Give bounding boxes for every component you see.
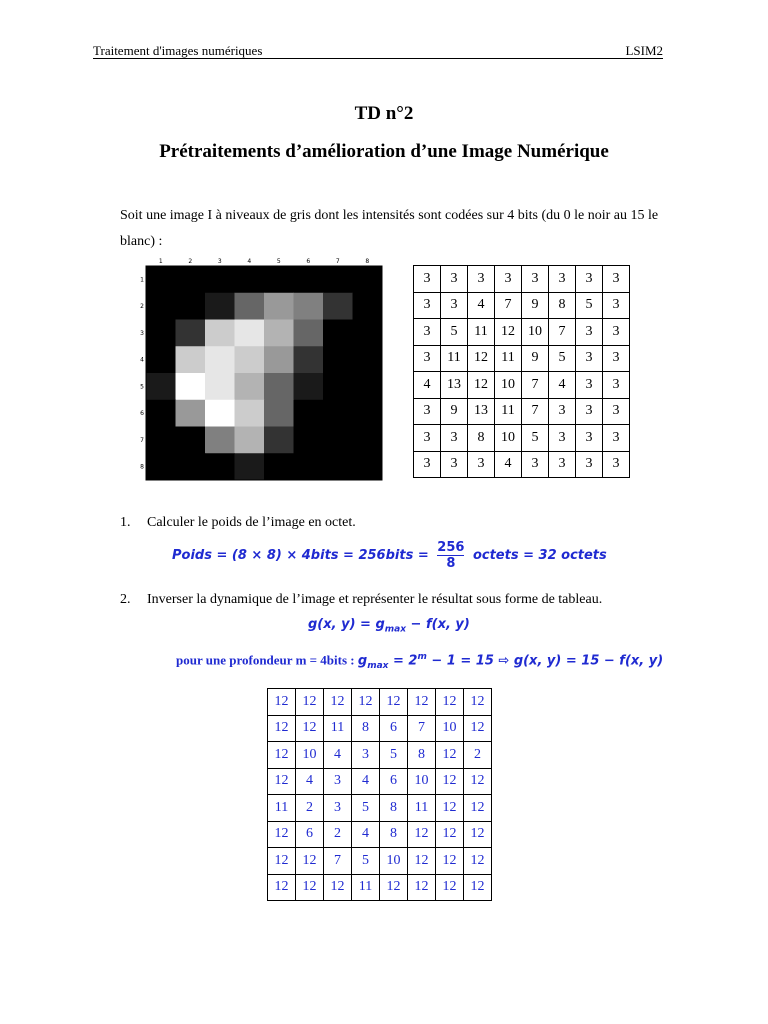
depth-note [176, 652, 663, 671]
inverted-matrix-cell: 12 [408, 689, 436, 716]
image-col-label: 8 [365, 258, 370, 265]
image-pixel [323, 373, 353, 400]
image-pixel [353, 427, 383, 454]
original-matrix-cell: 10 [522, 319, 549, 346]
inverted-matrix-cell: 10 [408, 768, 436, 795]
image-pixel [353, 266, 383, 293]
image-pixel [264, 293, 294, 320]
inverted-matrix-cell: 12 [324, 689, 352, 716]
question-2-text: Inverser la dynamique de l’image et représenter le résultat sous forme de tableau. [147, 592, 603, 607]
weight-formula [172, 540, 607, 571]
image-pixel [176, 320, 206, 347]
inverted-matrix-cell: 12 [464, 689, 492, 716]
inverted-matrix-table [267, 688, 492, 901]
inverted-matrix-cell: 12 [464, 821, 492, 848]
inverted-matrix-cell: 12 [268, 689, 296, 716]
inverted-matrix-cell: 12 [296, 689, 324, 716]
original-matrix-cell: 9 [522, 292, 549, 319]
depth-note-text: pour une profondeur m = 4bits : [176, 652, 358, 668]
inverted-matrix-cell: 6 [296, 821, 324, 848]
inverted-matrix-cell: 12 [436, 874, 464, 901]
inverted-matrix-cell: 5 [352, 848, 380, 875]
image-pixel [264, 400, 294, 427]
inversion-formula [308, 617, 470, 635]
original-matrix-cell: 3 [549, 266, 576, 293]
image-pixel [323, 400, 353, 427]
inverted-matrix-cell: 12 [296, 715, 324, 742]
image-col-label: 6 [306, 258, 311, 265]
inverted-matrix-cell: 2 [324, 821, 352, 848]
inverted-matrix-cell: 12 [464, 768, 492, 795]
inverted-matrix-cell: 8 [380, 795, 408, 822]
header-right: LSIM2 [625, 43, 663, 58]
image-col-label: 7 [335, 258, 340, 265]
inverted-matrix-cell: 6 [380, 768, 408, 795]
inverted-matrix-cell: 12 [436, 742, 464, 769]
fraction-numerator: 256 [437, 540, 465, 555]
inverted-matrix-cell: 3 [324, 795, 352, 822]
original-matrix-cell: 5 [549, 345, 576, 372]
image-pixel [176, 453, 206, 480]
original-matrix-row [414, 425, 630, 452]
intro-paragraph: Soit une image I à niveaux de gris dont les intensités sont codées sur 4 bits (du 0 le noir au 15 le blanc) : [120, 208, 659, 249]
inverted-matrix-cell: 12 [408, 821, 436, 848]
depth-note-sup: m [417, 652, 427, 662]
image-pixel [235, 453, 265, 480]
image-pixel [235, 293, 265, 320]
image-col-label: 3 [217, 258, 222, 265]
original-matrix-cell: 5 [522, 425, 549, 452]
image-pixel [235, 320, 265, 347]
inverted-matrix-cell: 11 [268, 795, 296, 822]
image-pixel [146, 400, 176, 427]
original-matrix-cell: 7 [549, 319, 576, 346]
original-matrix-cell: 4 [495, 451, 522, 478]
question-1 [120, 515, 356, 531]
inverted-matrix-cell: 11 [408, 795, 436, 822]
original-matrix-cell: 3 [576, 398, 603, 425]
original-matrix-cell: 3 [603, 266, 630, 293]
original-matrix-cell: 12 [495, 319, 522, 346]
image-pixel [264, 453, 294, 480]
image-pixel [235, 346, 265, 373]
original-matrix-cell: 8 [468, 425, 495, 452]
inverted-matrix-cell: 12 [436, 821, 464, 848]
image-pixel [205, 346, 235, 373]
original-matrix-cell: 11 [468, 319, 495, 346]
original-matrix-cell: 12 [468, 372, 495, 399]
original-matrix-row [414, 451, 630, 478]
image-pixel [176, 346, 206, 373]
original-matrix-cell: 3 [414, 425, 441, 452]
original-matrix-row [414, 345, 630, 372]
inverted-matrix-cell: 4 [352, 821, 380, 848]
inverted-matrix-cell: 7 [408, 715, 436, 742]
inverted-matrix-cell: 12 [380, 689, 408, 716]
inverted-matrix-cell: 12 [464, 715, 492, 742]
image-pixel [146, 453, 176, 480]
original-matrix-cell: 3 [414, 292, 441, 319]
original-matrix-cell: 3 [414, 451, 441, 478]
inverted-matrix-cell: 10 [380, 848, 408, 875]
inverted-matrix-cell: 12 [268, 715, 296, 742]
original-matrix-cell: 12 [468, 345, 495, 372]
question-1-number: 1. [120, 515, 131, 530]
image-pixel [323, 427, 353, 454]
original-matrix-cell: 3 [603, 372, 630, 399]
image-col-label: 2 [188, 258, 193, 265]
original-matrix-cell: 3 [522, 451, 549, 478]
image-pixel [353, 346, 383, 373]
image-row-label: 4 [140, 356, 144, 364]
original-matrix-cell: 3 [576, 345, 603, 372]
header-divider [93, 58, 663, 59]
original-matrix-cell: 7 [522, 398, 549, 425]
inverted-matrix-cell: 12 [464, 848, 492, 875]
original-matrix-row [414, 266, 630, 293]
original-matrix-cell: 13 [468, 398, 495, 425]
original-matrix-cell: 11 [495, 345, 522, 372]
original-matrix-cell: 3 [414, 266, 441, 293]
question-2-number: 2. [120, 592, 131, 607]
image-row-label: 3 [140, 329, 144, 337]
original-matrix-cell: 3 [468, 266, 495, 293]
image-pixel [176, 293, 206, 320]
original-matrix-cell: 4 [414, 372, 441, 399]
image-pixel [146, 427, 176, 454]
inverted-matrix-cell: 3 [324, 768, 352, 795]
weight-fraction [437, 540, 464, 571]
image-pixel [146, 293, 176, 320]
original-matrix-row [414, 398, 630, 425]
image-row-label: 8 [140, 463, 144, 471]
original-matrix-cell: 7 [495, 292, 522, 319]
header-left: Traitement d'images numériques [93, 43, 263, 58]
inverted-matrix-cell: 12 [268, 768, 296, 795]
image-pixel [146, 346, 176, 373]
image-pixel [205, 400, 235, 427]
inverted-matrix-row [268, 715, 492, 742]
inverted-matrix-cell: 8 [408, 742, 436, 769]
original-matrix-cell: 5 [576, 292, 603, 319]
image-pixel [205, 373, 235, 400]
image-pixel [235, 427, 265, 454]
image-pixel [205, 293, 235, 320]
inverted-matrix-cell: 12 [464, 874, 492, 901]
original-matrix-cell: 3 [414, 319, 441, 346]
image-row-label: 2 [140, 303, 144, 311]
image-pixel [146, 373, 176, 400]
inverted-matrix-cell: 4 [352, 768, 380, 795]
image-pixel [294, 346, 324, 373]
inverted-matrix-cell: 4 [324, 742, 352, 769]
original-matrix-cell: 3 [603, 292, 630, 319]
inverted-matrix-cell: 12 [436, 768, 464, 795]
image-pixel [294, 427, 324, 454]
image-pixel [205, 266, 235, 293]
original-matrix-row [414, 319, 630, 346]
image-pixel [176, 427, 206, 454]
inverted-matrix-cell: 12 [380, 874, 408, 901]
image-pixel [205, 427, 235, 454]
image-col-label: 1 [158, 258, 163, 265]
original-matrix-row [414, 372, 630, 399]
image-pixel [323, 346, 353, 373]
fraction-denominator: 8 [437, 555, 464, 571]
original-matrix-cell: 3 [549, 451, 576, 478]
inverted-matrix-cell: 12 [296, 848, 324, 875]
inverted-matrix-cell: 8 [352, 715, 380, 742]
question-1-text: Calculer le poids de l’image en octet. [147, 515, 356, 530]
inverted-matrix-row [268, 848, 492, 875]
original-matrix-cell: 3 [576, 451, 603, 478]
image-pixel [294, 373, 324, 400]
image-pixel [353, 293, 383, 320]
image-pixel [205, 453, 235, 480]
original-matrix-cell: 10 [495, 425, 522, 452]
image-pixel [205, 320, 235, 347]
image-pixel [146, 266, 176, 293]
inverted-matrix-cell: 3 [352, 742, 380, 769]
original-matrix-cell: 4 [468, 292, 495, 319]
question-2 [120, 592, 602, 608]
image-pixel [235, 266, 265, 293]
original-matrix-cell: 8 [549, 292, 576, 319]
original-matrix-cell: 3 [441, 266, 468, 293]
inverted-matrix-cell: 12 [436, 848, 464, 875]
inverted-matrix-cell: 4 [296, 768, 324, 795]
image-pixel [264, 346, 294, 373]
grayscale-image-svg [136, 256, 386, 482]
original-matrix-cell: 3 [603, 425, 630, 452]
inverted-matrix-cell: 12 [324, 874, 352, 901]
inversion-formula-g: g(x, y) = g [308, 617, 385, 632]
image-pixel [353, 400, 383, 427]
inverted-matrix-cell: 11 [352, 874, 380, 901]
original-matrix-cell: 3 [441, 425, 468, 452]
page-subtitle: Prétraitements d’amélioration d’une Image Numérique [159, 141, 609, 162]
inverted-matrix-cell: 12 [268, 848, 296, 875]
image-pixel [176, 266, 206, 293]
image-row-label: 7 [140, 436, 144, 444]
inverted-matrix-cell: 12 [268, 821, 296, 848]
inverted-matrix-cell: 12 [268, 874, 296, 901]
image-pixel [294, 293, 324, 320]
image-pixel [235, 373, 265, 400]
inverted-matrix-row [268, 874, 492, 901]
inverted-matrix-cell: 5 [380, 742, 408, 769]
image-pixel [294, 400, 324, 427]
inverted-matrix-cell: 12 [436, 689, 464, 716]
original-matrix-cell: 3 [576, 372, 603, 399]
weight-formula-right: octets = 32 octets [472, 548, 607, 563]
image-pixel [323, 266, 353, 293]
image-pixel [353, 320, 383, 347]
image-pixel [176, 373, 206, 400]
image-pixel [235, 400, 265, 427]
inversion-formula-sub: max [384, 624, 407, 635]
image-pixel [353, 373, 383, 400]
original-matrix-cell: 3 [576, 319, 603, 346]
inverted-matrix-cell: 7 [324, 848, 352, 875]
inverted-matrix-cell: 2 [464, 742, 492, 769]
image-pixel [323, 453, 353, 480]
image-row-label: 1 [140, 276, 144, 284]
inverted-matrix-row [268, 742, 492, 769]
inverted-matrix-cell: 12 [352, 689, 380, 716]
inverted-matrix-cell: 12 [408, 874, 436, 901]
grayscale-image-figure [136, 256, 386, 482]
original-matrix-cell: 3 [576, 266, 603, 293]
image-row-label: 6 [140, 410, 144, 418]
inversion-formula-tail: − f(x, y) [406, 617, 470, 632]
inverted-matrix-cell: 10 [436, 715, 464, 742]
original-matrix-cell: 10 [495, 372, 522, 399]
image-pixel [264, 427, 294, 454]
original-matrix-cell: 9 [441, 398, 468, 425]
original-matrix-row [414, 292, 630, 319]
image-col-label: 4 [247, 258, 252, 265]
inverted-matrix-cell: 8 [380, 821, 408, 848]
inverted-matrix-row [268, 795, 492, 822]
original-matrix-table [413, 265, 630, 478]
inverted-matrix-row [268, 689, 492, 716]
original-matrix-cell: 13 [441, 372, 468, 399]
depth-note-tail: − 1 = 15 ⇨ g(x, y) = 15 − f(x, y) [426, 653, 664, 669]
image-pixel [323, 293, 353, 320]
inverted-matrix-cell: 12 [268, 742, 296, 769]
original-matrix-cell: 7 [522, 372, 549, 399]
original-matrix-cell: 3 [495, 266, 522, 293]
image-pixel [294, 266, 324, 293]
image-pixel [146, 320, 176, 347]
original-matrix-cell: 3 [603, 398, 630, 425]
inverted-matrix-cell: 12 [408, 848, 436, 875]
original-matrix-cell: 3 [549, 398, 576, 425]
image-col-label: 5 [276, 258, 281, 265]
original-matrix-cell: 3 [576, 425, 603, 452]
inverted-matrix-cell: 5 [352, 795, 380, 822]
original-matrix-cell: 3 [603, 451, 630, 478]
original-matrix-cell: 9 [522, 345, 549, 372]
inverted-matrix-cell: 12 [296, 874, 324, 901]
depth-note-sub: max [367, 660, 389, 671]
inverted-matrix-cell: 10 [296, 742, 324, 769]
original-matrix-cell: 3 [414, 345, 441, 372]
inverted-matrix-cell: 6 [380, 715, 408, 742]
image-pixel [323, 320, 353, 347]
original-matrix-cell: 3 [441, 451, 468, 478]
image-row-label: 5 [140, 383, 144, 391]
page-title: TD n°2 [354, 103, 414, 124]
weight-formula-left: Poids = (8 × 8) × 4bits = 256bits = [172, 548, 429, 563]
inverted-matrix-row [268, 821, 492, 848]
original-matrix-cell: 4 [549, 372, 576, 399]
image-pixel [264, 320, 294, 347]
image-pixel [294, 453, 324, 480]
original-matrix-cell: 11 [495, 398, 522, 425]
original-matrix-cell: 3 [468, 451, 495, 478]
original-matrix-cell: 5 [441, 319, 468, 346]
image-pixel [264, 373, 294, 400]
original-matrix-cell: 3 [414, 398, 441, 425]
inverted-matrix-cell: 2 [296, 795, 324, 822]
inverted-matrix-row [268, 768, 492, 795]
inverted-matrix-cell: 12 [436, 795, 464, 822]
inverted-matrix-cell: 12 [464, 795, 492, 822]
original-matrix-cell: 3 [549, 425, 576, 452]
inverted-matrix-cell: 11 [324, 715, 352, 742]
original-matrix-cell: 3 [603, 345, 630, 372]
image-pixel [176, 400, 206, 427]
original-matrix-cell: 3 [603, 319, 630, 346]
image-pixel [353, 453, 383, 480]
original-matrix-cell: 11 [441, 345, 468, 372]
depth-note-g: g [357, 653, 368, 669]
depth-note-eq: = 2 [388, 653, 418, 669]
original-matrix-cell: 3 [441, 292, 468, 319]
image-pixel [294, 320, 324, 347]
original-matrix-cell: 3 [522, 266, 549, 293]
image-pixel [264, 266, 294, 293]
